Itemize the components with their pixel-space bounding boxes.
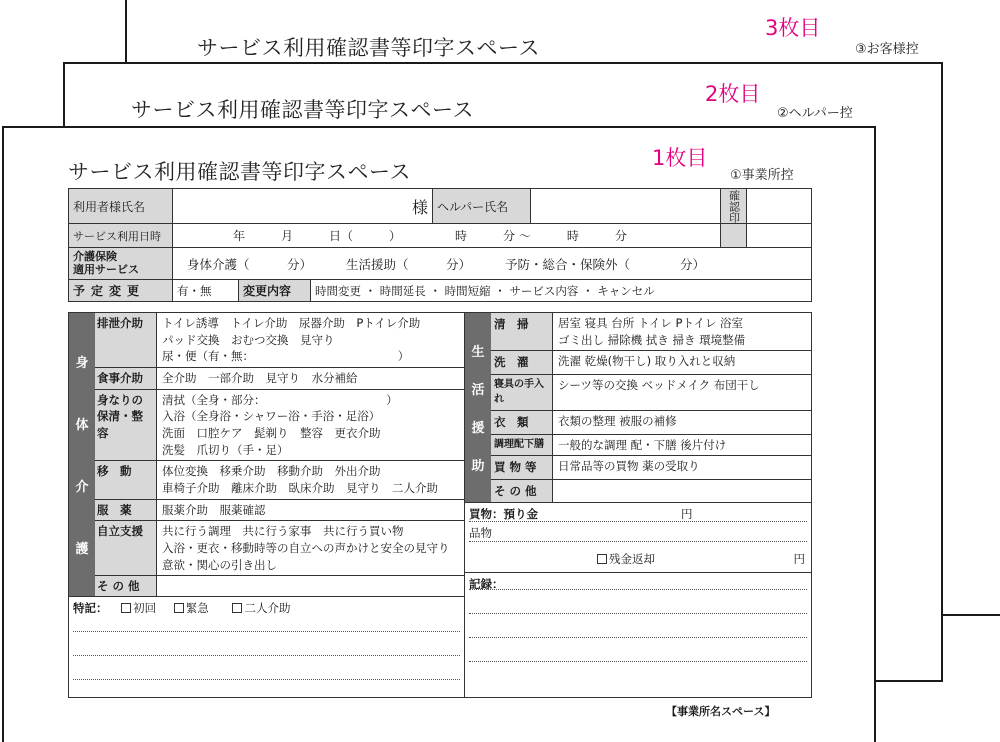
- care-items[interactable]: 清拭（全身・部分： ） 入浴（全身浴・シャワー浴・手浴・足浴） 洗面 口腔ケア 髭剃り 整容 更衣介助 洗髪 爪切り（手・足）: [162, 392, 398, 457]
- insurance-item-life[interactable]: 生活援助（ 分）: [346, 256, 472, 272]
- notes-option-urgent[interactable]: 緊急: [174, 601, 209, 615]
- dotted-line: [73, 631, 460, 632]
- life-row-clothing: [491, 411, 811, 435]
- sheet-title: サービス利用確認書等印字スペース: [197, 36, 540, 60]
- life-label: 清 掃: [491, 313, 553, 350]
- helper-name-field[interactable]: [531, 189, 721, 223]
- physical-care-column: [69, 313, 465, 697]
- care-row-independence: [95, 521, 464, 576]
- checkbox-icon[interactable]: [232, 603, 242, 613]
- life-support-column: [465, 313, 811, 697]
- service-body: [68, 312, 812, 698]
- care-label: 身なりの保清・整容: [95, 390, 157, 461]
- care-items[interactable]: トイレ誘導 トイレ介助 尿器介助 Pトイレ介助 パッド交換 おむつ交換 見守り 尿・便（有・無： ）: [162, 316, 421, 364]
- notes-label: 特記：: [73, 601, 108, 616]
- dotted-line: [469, 541, 807, 542]
- checkbox-icon[interactable]: [121, 603, 131, 613]
- plan-change-value[interactable]: 有・無: [173, 280, 239, 301]
- care-row-other: [95, 576, 464, 596]
- care-items[interactable]: [157, 576, 464, 596]
- sheet-title: サービス利用確認書等印字スペース: [131, 98, 474, 122]
- sheet-copy-label: ①事業所控: [730, 168, 794, 183]
- life-items[interactable]: [553, 480, 811, 502]
- care-label: 排泄介助: [95, 313, 157, 367]
- life-row-shopping: [491, 456, 811, 480]
- seal-box[interactable]: [747, 189, 811, 223]
- dotted-line: [469, 589, 807, 590]
- sheet-copy-label: ②ヘルパー控: [777, 106, 853, 121]
- care-label: 服 薬: [95, 500, 157, 521]
- life-label: 寝具の手入れ: [491, 375, 553, 410]
- sheet-1: [2, 126, 876, 742]
- care-items[interactable]: 体位変換 移乗介助 移動介助 外出介助 車椅子介助 離床介助 臥床介助 見守り 二人介助: [162, 464, 438, 496]
- shopping-deposit-label: 買物：預り金: [469, 507, 538, 522]
- life-support-block: [465, 313, 811, 502]
- life-row-bedding: [491, 375, 811, 411]
- date-value[interactable]: 年 月 日（ ） 時 分 ～ 時 分: [173, 224, 721, 247]
- shopping-yen: 円: [681, 507, 693, 522]
- sheet-title: サービス利用確認書等印字スペース: [68, 160, 411, 184]
- care-label: 自立支援: [95, 521, 157, 575]
- life-items[interactable]: 一般的な調理 配・下膳 後片付け: [558, 437, 727, 452]
- life-label: 洗 濯: [491, 351, 553, 374]
- honorific: 様: [411, 197, 428, 217]
- header-form: [68, 188, 812, 302]
- physical-care-block: [69, 313, 464, 596]
- life-items[interactable]: 居室 寝具 台所 トイレ Pトイレ 浴室 ゴミ出し 掃除機 拭き 掃き 環境整備: [558, 316, 746, 347]
- dotted-line: [469, 661, 807, 662]
- care-row-hygiene: [95, 390, 464, 462]
- shopping-section: [465, 502, 811, 572]
- sheet-number: 1枚目: [652, 146, 708, 170]
- date-label: サービス利用日時: [69, 224, 173, 247]
- life-label: 調理配下膳: [491, 435, 553, 456]
- insurance-row: [68, 248, 812, 280]
- seal-label: 確認印: [721, 189, 747, 223]
- change-return[interactable]: 残金返却: [597, 551, 655, 567]
- change-detail-label: 変更内容: [239, 280, 311, 301]
- sheet-copy-label: ③お客様控: [855, 42, 919, 57]
- change-detail-value[interactable]: 時間変更 ・ 時間延長 ・ 時間短縮 ・ サービス内容 ・ キャンセル: [315, 283, 655, 298]
- sheet-number: 3枚目: [765, 16, 821, 40]
- insurance-items: [173, 248, 811, 279]
- seal-box-cont: [747, 224, 811, 247]
- dotted-line: [469, 637, 807, 638]
- change-yen: 円: [793, 552, 805, 567]
- life-row-other: [491, 480, 811, 502]
- life-items[interactable]: シーツ等の交換 ベッドメイク 布団干し: [558, 378, 760, 393]
- life-label: 衣 類: [491, 411, 553, 434]
- insurance-item-prevention[interactable]: 予防・総合・保険外（ 分）: [505, 256, 706, 272]
- life-support-rows: [491, 313, 811, 502]
- helper-name-label: ヘルパー氏名: [433, 189, 531, 223]
- dotted-line: [469, 521, 807, 522]
- user-name-field[interactable]: [173, 189, 433, 223]
- seal-label-cont: [721, 224, 747, 247]
- notes-option-two-person[interactable]: 二人介助: [232, 601, 290, 615]
- insurance-item-physical[interactable]: 身体介護（ 分）: [187, 256, 313, 272]
- life-row-cleaning: [491, 313, 811, 351]
- life-label: 買 物 等: [491, 456, 553, 479]
- care-label: 移 動: [95, 461, 157, 498]
- insurance-label: 介護保険 適用サービス: [69, 248, 173, 279]
- life-items[interactable]: 洗濯 乾燥(物干し) 取り入れと収納: [558, 354, 736, 369]
- care-label: そ の 他: [95, 576, 157, 596]
- care-row-medication: [95, 500, 464, 522]
- life-row-cooking: [491, 435, 811, 457]
- dotted-line: [73, 679, 460, 680]
- dotted-line: [73, 655, 460, 656]
- shopping-goods-label: 品物: [469, 526, 492, 541]
- care-row-transfer: [95, 461, 464, 499]
- notes-option-first[interactable]: 初回: [121, 601, 156, 615]
- physical-care-section-label: 身 体 介 護: [69, 313, 95, 596]
- care-row-excretion: [95, 313, 464, 368]
- dotted-line: [469, 613, 807, 614]
- date-row: [68, 224, 812, 248]
- care-items[interactable]: 全介助 一部介助 見守り 水分補給: [162, 371, 358, 386]
- record-label: 記録：: [469, 577, 504, 592]
- care-row-meal: [95, 368, 464, 390]
- plan-change-row: [68, 280, 812, 302]
- checkbox-icon[interactable]: [597, 554, 607, 564]
- user-name-label: 利用者様氏名: [69, 189, 173, 223]
- life-items[interactable]: 衣類の整理 被服の補修: [558, 414, 677, 429]
- checkbox-icon[interactable]: [174, 603, 184, 613]
- user-name-row: [68, 188, 812, 224]
- life-items[interactable]: 日常品等の買物 薬の受取り: [558, 459, 700, 474]
- life-row-laundry: [491, 351, 811, 375]
- life-support-section-label: 生 活 援 助: [465, 313, 491, 502]
- plan-change-label: 予定変更: [69, 280, 173, 301]
- sheet-number: 2枚目: [705, 82, 761, 106]
- special-notes: [69, 596, 464, 697]
- physical-care-rows: [95, 313, 464, 596]
- life-label: そ の 他: [491, 480, 553, 502]
- office-name-space: 【事業所名スペース】: [666, 705, 776, 718]
- care-items[interactable]: 服薬介助 服薬確認: [162, 502, 266, 517]
- record-section: [465, 572, 811, 697]
- care-items[interactable]: 共に行う調理 共に行う家事 共に行う買い物 入浴・更衣・移動時等の自立への声かけと安全の見守り 意欲・関心の引き出し: [162, 524, 450, 572]
- care-label: 食事介助: [95, 368, 157, 389]
